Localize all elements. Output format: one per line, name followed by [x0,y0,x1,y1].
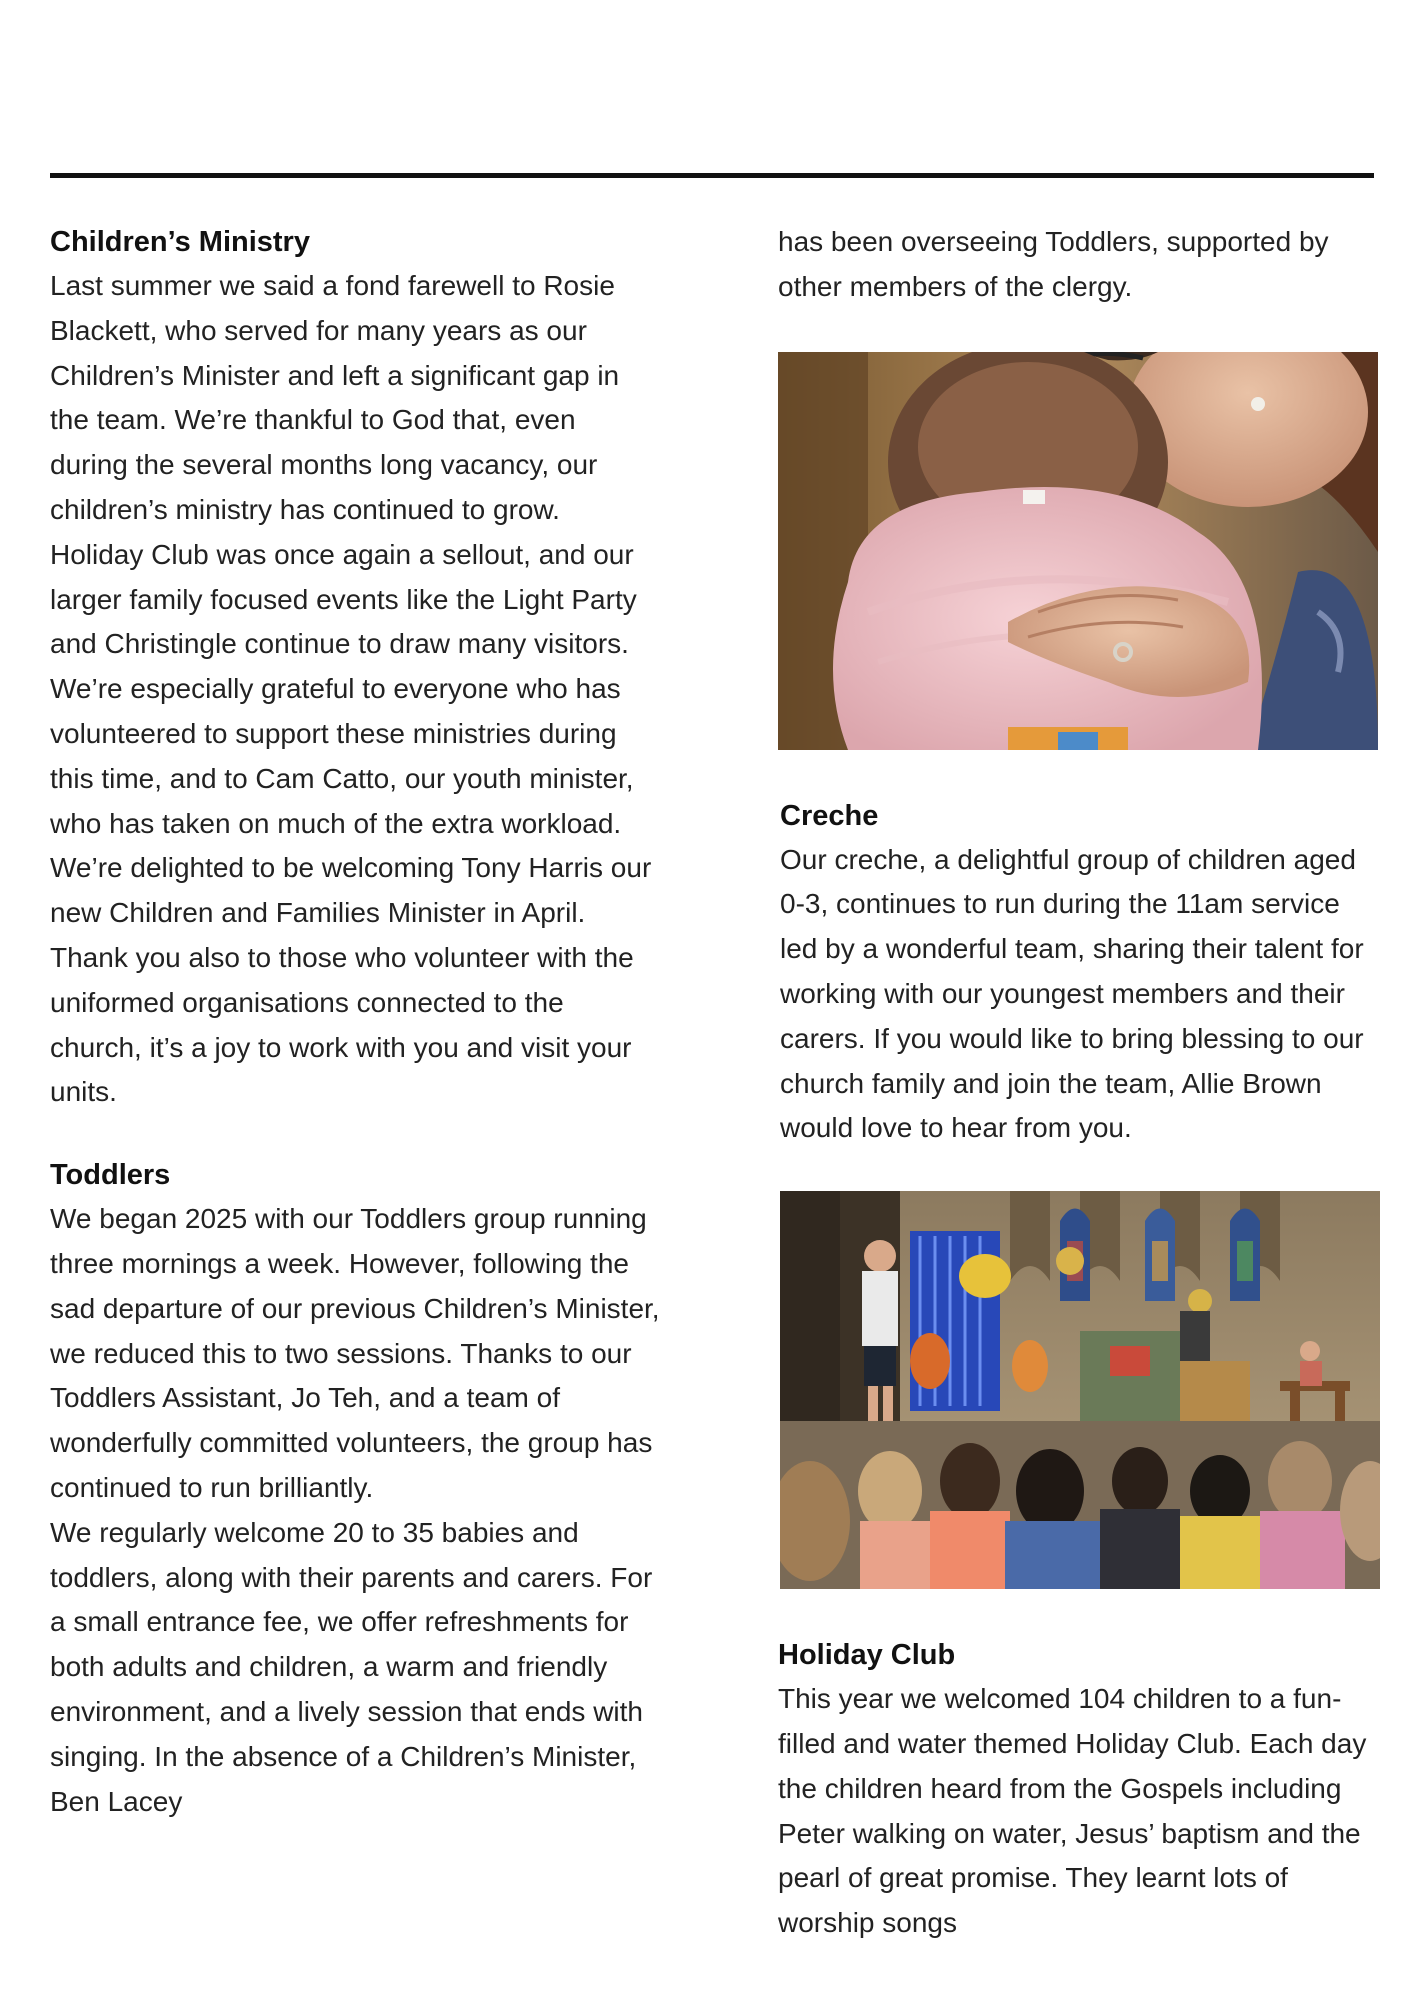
childrens-ministry-paragraph-1: Last summer we said a fond farewell to Rosie Blackett, who served for many years as our Children’s Minister and left a significant gap in the team. We’re thankful to God that, even during the several months long vacancy, our children’s ministry has continued to grow. Holiday Club was once again a sellout, and our larger family focused events like the Light Party and Christingle continue to draw many visitors. We’re especially grateful to everyone who has volunteered to support these ministries during this time, and to Cam Catto, our youth minister, who has taken on much of the extra workload. We’re delighted to be welcoming Tony Harris our new Children and Families Minister in April. [50,270,652,929]
holiday-club-section [778,1633,1378,1946]
creche-heading: Creche [780,799,879,832]
holiday-club-body: This year we welcomed 104 children to a fun-filled and water themed Holiday Club. Each day the children heard from the Gospels including Peter walking on water, Jesus’ baptism and the pearl of great promise. They learnt lots of worship songs [778,1683,1367,1939]
childrens-ministry-heading: Children’s Ministry [50,226,310,258]
left-column [50,220,660,1824]
childrens-ministry-paragraph-2: Thank you also to those who volunteer with the uniformed organisations connected to the church, it’s a joy to work with you and visit your units. [50,941,634,1108]
toddlers-section [50,1153,660,1824]
section-spacer [778,1589,1378,1633]
toddlers-continued-text: has been overseeing Toddlers, supported by other members of the clergy. [778,226,1329,302]
childrens-ministry-section [50,220,660,1115]
toddlers-paragraph-1: We began 2025 with our Toddlers group running three mornings a week. However, following the sad departure of our previous Children’s Minister, we reduced this to two sessions. Thanks to our Toddlers Assistant, Jo Teh, and a team of wonderfully committed volunteers, the group has continued to run brilliantly. [50,1203,660,1503]
holiday-club-photo [780,1191,1380,1589]
photo-spacer [778,1151,1378,1191]
section-spacer [50,1115,660,1153]
toddlers-heading: Toddlers [50,1159,171,1192]
toddlers-paragraph-2: We regularly welcome 20 to 35 babies and toddlers, along with their parents and carers. For a small entrance fee, we offer refreshments for both adults and children, a warm and friendly environment, and a lively session that ends with singing. In the absence of a Children’s Minister, Ben Lacey [50,1516,653,1817]
top-rule [50,173,1374,178]
creche-section [780,794,1378,1152]
section-spacer [778,750,1378,794]
creche-body: Our creche, a delightful group of children aged 0-3, continues to run during the 11am service led by a wonderful team, sharing their talent for working with our youngest members and their carers. If you would like to bring blessing to our church family and join the team, Allie Brown would love to hear from you. [780,843,1364,1144]
right-column [778,220,1378,1946]
baby-photo [778,352,1378,750]
holiday-club-heading: Holiday Club [778,1639,956,1672]
photo-spacer [778,310,1378,352]
